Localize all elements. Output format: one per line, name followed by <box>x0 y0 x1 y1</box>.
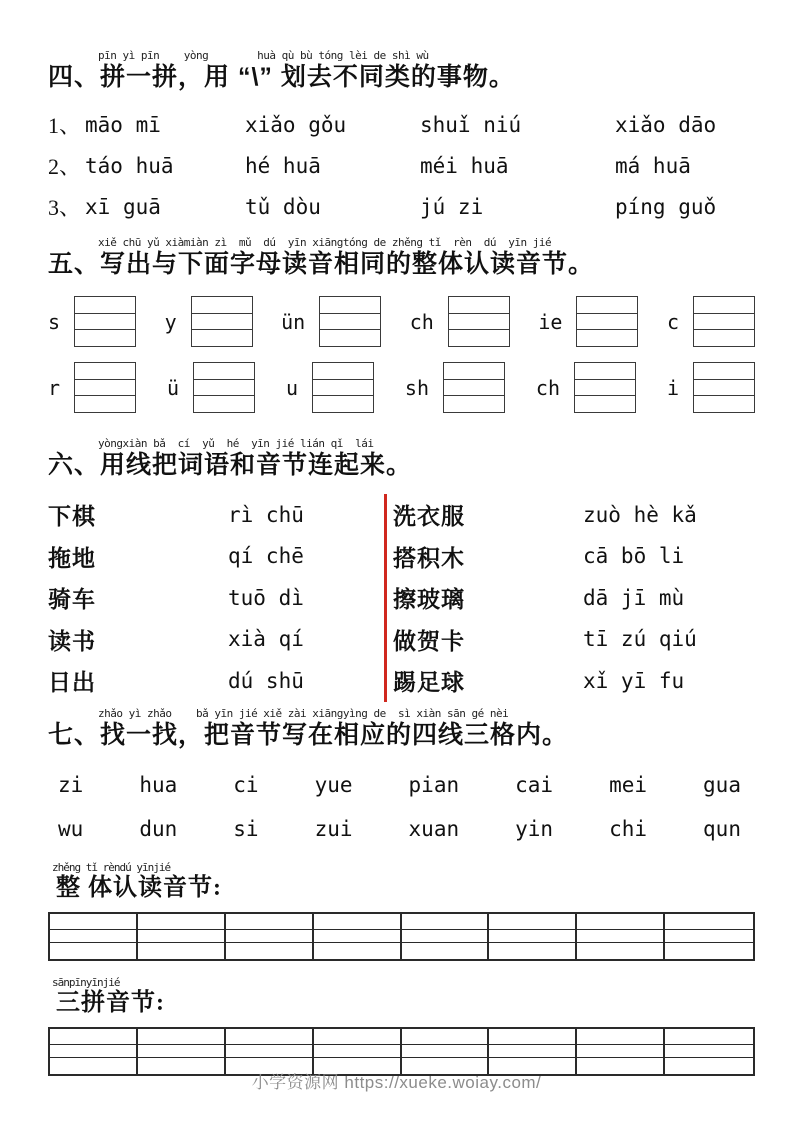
four-line-writing-box <box>443 362 505 413</box>
group-label-pinyin: zhěng tǐ rèndú yīnjié <box>52 860 171 874</box>
match-word: 下棋 <box>48 503 96 530</box>
syllable-row <box>58 812 741 846</box>
pinyin-word: píng guǒ <box>615 194 717 219</box>
syllable: yue <box>314 772 353 797</box>
writing-cell <box>665 914 753 930</box>
match-word: 洗衣服 <box>393 503 465 530</box>
four-line-writing-box <box>576 296 638 347</box>
syllable: wu <box>58 816 84 841</box>
section-five-pinyin: xiě chū yǔ xiàmiàn zì mǔ dú yīn xiāngtóng de zhěng tǐ rèn dú yīn jié <box>98 236 552 249</box>
writing-cell <box>50 1029 138 1045</box>
group-three-pinyin-syllables <box>48 977 755 1076</box>
syllable: xuan <box>408 816 460 841</box>
writing-cell <box>577 930 665 943</box>
letter-label: sh <box>404 375 429 400</box>
writing-cell <box>665 1045 753 1058</box>
pinyin-word: méi huā <box>420 153 509 178</box>
match-pinyin: qí chē <box>228 544 304 569</box>
syllable: chi <box>609 816 648 841</box>
section-five-boxes <box>48 295 755 414</box>
writing-cell <box>577 1045 665 1058</box>
section-six-title: 六、用线把词语和音节连起来。 <box>48 451 413 479</box>
syllable: yin <box>515 816 554 841</box>
pinyin-word: xiǎo dāo <box>615 112 717 137</box>
writing-cell <box>226 930 314 943</box>
letter-label: ie <box>538 309 563 334</box>
pinyin-word: xī guā <box>85 194 161 219</box>
writing-cell <box>138 1029 226 1045</box>
syllable: zi <box>58 772 84 797</box>
letter-label: ch <box>409 309 434 334</box>
writing-cell <box>489 914 577 930</box>
syllable: pian <box>408 772 460 797</box>
writing-cell <box>489 930 577 943</box>
match-pinyin: dā jī mù <box>583 585 685 610</box>
pinyin-word: hé huā <box>245 153 321 178</box>
writing-cell <box>314 1029 402 1045</box>
writing-grid <box>48 912 755 961</box>
four-line-writing-box <box>74 296 136 347</box>
writing-cell <box>314 943 402 959</box>
section-seven-pinyin: zhǎo yì zhǎo bǎ yīn jié xiě zài xiāngyìng de sì xiàn sān gé nèi <box>98 706 509 720</box>
letter-label: r <box>48 375 61 400</box>
writing-cell <box>138 943 226 959</box>
writing-cell <box>226 1029 314 1045</box>
group-label: 整 体认读音节: <box>56 874 222 901</box>
section-seven <box>48 708 755 750</box>
match-word: 拖地 <box>48 544 96 571</box>
row-number: 2、 <box>48 154 82 179</box>
writing-cell <box>226 943 314 959</box>
four-line-writing-box <box>693 362 755 413</box>
letter-box-row <box>48 361 755 414</box>
writing-cell <box>665 930 753 943</box>
writing-cell <box>665 943 753 959</box>
writing-cell <box>50 930 138 943</box>
match-pinyin: xǐ yī fu <box>583 668 685 693</box>
syllable: si <box>233 816 259 841</box>
writing-cell <box>577 943 665 959</box>
writing-cell <box>577 1029 665 1045</box>
exercise-row <box>48 145 755 186</box>
syllable: qun <box>703 816 741 841</box>
match-pinyin: dú shū <box>228 668 304 693</box>
section-four <box>48 50 755 92</box>
section-four-pinyin: pīn yì pīn yòng huà qù bù tóng lèi de shì wù <box>98 49 429 62</box>
match-word: 擦玻璃 <box>393 586 465 613</box>
four-line-writing-box <box>693 296 755 347</box>
section-five <box>48 237 755 279</box>
red-divider-line <box>384 494 387 702</box>
writing-cell <box>314 930 402 943</box>
row-number: 1、 <box>48 113 82 138</box>
letter-label: ch <box>535 375 561 400</box>
section-five-title: 五、写出与下面字母读音相同的整体认读音节。 <box>48 250 595 278</box>
four-line-writing-box <box>574 362 636 413</box>
writing-cell <box>314 1045 402 1058</box>
syllable-rows <box>48 768 755 846</box>
match-word: 搭积木 <box>393 544 465 571</box>
syllable: gua <box>703 772 741 797</box>
pinyin-word: xiǎo gǒu <box>245 112 347 137</box>
match-word: 骑车 <box>48 586 96 613</box>
writing-cell <box>489 943 577 959</box>
writing-cell <box>402 1029 490 1045</box>
writing-cell <box>50 943 138 959</box>
writing-cell <box>50 1045 138 1058</box>
four-line-writing-box <box>312 362 374 413</box>
syllable: mei <box>609 772 648 797</box>
syllable: zui <box>314 816 353 841</box>
writing-cell <box>314 914 402 930</box>
pinyin-word: tǔ dòu <box>245 194 321 219</box>
group-label: 三拼音节: <box>56 989 165 1016</box>
letter-label: i <box>666 375 679 400</box>
section-four-title: 四、拼一拼，用 “\” 划去不同类的事物。 <box>48 63 515 91</box>
pinyin-word: má huā <box>615 153 691 178</box>
section-six-pinyin: yòngxiàn bǎ cí yǔ hé yīn jié lián qǐ lái <box>98 437 374 450</box>
writing-cell <box>489 1029 577 1045</box>
letter-label: ün <box>281 309 306 334</box>
match-pinyin: cā bō li <box>583 544 685 569</box>
writing-cell <box>402 943 490 959</box>
matching-exercise <box>48 494 755 702</box>
writing-cell <box>489 1045 577 1058</box>
four-line-writing-box <box>448 296 510 347</box>
match-pinyin: tuō dì <box>228 585 304 610</box>
exercise-row <box>48 104 755 145</box>
match-pinyin: tī zú qiú <box>583 627 697 652</box>
match-pinyin: rì chū <box>228 502 304 527</box>
syllable: cai <box>515 772 554 797</box>
writing-cell <box>138 930 226 943</box>
writing-cell <box>577 914 665 930</box>
pinyin-word: māo mī <box>85 112 161 137</box>
match-word: 踢足球 <box>393 669 465 696</box>
four-line-writing-box <box>191 296 253 347</box>
writing-cell <box>50 914 138 930</box>
exercise-row <box>48 186 755 227</box>
match-word: 日出 <box>48 669 96 696</box>
row-number: 3、 <box>48 195 82 220</box>
letter-box-row <box>48 295 755 348</box>
letter-label: ü <box>166 375 180 400</box>
writing-cell <box>226 914 314 930</box>
group-whole-syllables <box>48 862 755 961</box>
letter-label: u <box>285 375 298 400</box>
syllable: hua <box>139 772 178 797</box>
four-line-writing-box <box>319 296 381 347</box>
writing-cell <box>402 914 490 930</box>
letter-label: y <box>164 309 177 334</box>
letter-label: c <box>666 309 679 334</box>
pinyin-word: táo huā <box>85 153 174 178</box>
writing-cell <box>226 1045 314 1058</box>
match-word: 做贺卡 <box>393 627 465 654</box>
pinyin-word: jú zi <box>420 194 484 219</box>
pinyin-word: shuǐ niú <box>420 112 522 137</box>
section-four-rows <box>48 104 755 227</box>
syllable-row <box>58 768 741 802</box>
four-line-writing-box <box>193 362 255 413</box>
letter-label: s <box>48 309 61 334</box>
writing-cell <box>402 930 490 943</box>
match-pinyin: xià qí <box>228 627 304 652</box>
match-word: 读书 <box>48 627 96 654</box>
writing-cell <box>402 1045 490 1058</box>
writing-cell <box>665 1029 753 1045</box>
group-label-pinyin: sānpīnyīnjié <box>52 975 120 989</box>
four-line-writing-box <box>74 362 136 413</box>
match-pinyin: zuò hè kǎ <box>583 502 697 527</box>
writing-cell <box>138 1045 226 1058</box>
syllable: dun <box>139 816 178 841</box>
section-seven-title: 七、找一找，把音节写在相应的四线三格内。 <box>48 720 569 749</box>
writing-cell <box>138 914 226 930</box>
syllable: ci <box>233 772 259 797</box>
site-footer: 小学资源网 https://xueke.woiay.com/ <box>251 1073 542 1092</box>
section-six <box>48 438 755 480</box>
